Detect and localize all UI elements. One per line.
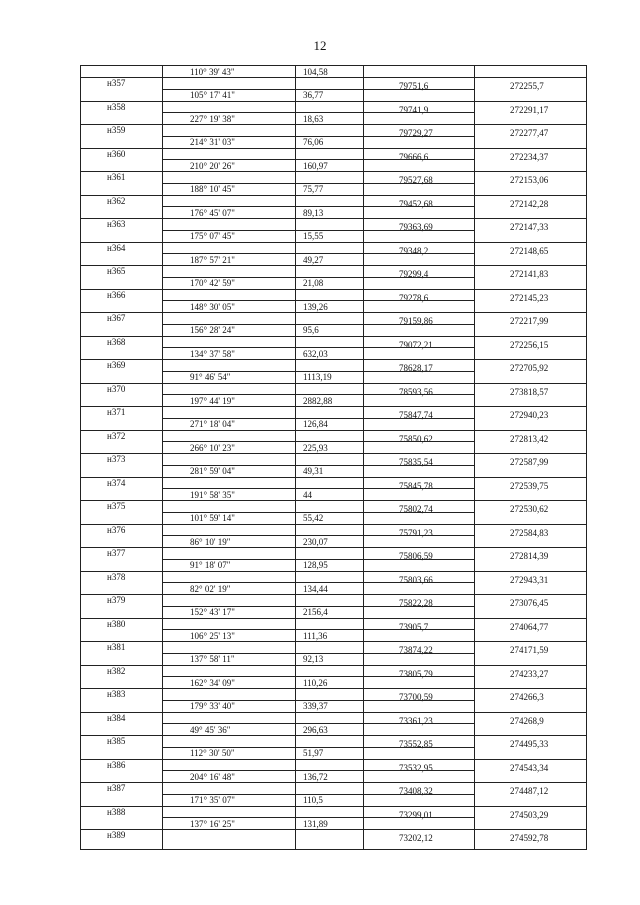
- segment-divider: [162, 817, 474, 818]
- point-name: н388: [107, 806, 126, 817]
- coordinate-x: 73552,85: [399, 739, 433, 749]
- segment-angle: 152° 43' 17": [190, 607, 235, 617]
- coordinate-x: 79348,2: [399, 245, 429, 256]
- row-divider: [80, 618, 587, 619]
- segment-angle: 162° 34' 09": [190, 677, 235, 688]
- coordinate-y: 274503,29: [510, 809, 549, 820]
- coordinate-y: 272813,42: [510, 433, 549, 444]
- point-name: н360: [107, 148, 126, 159]
- point-name: н373: [107, 454, 126, 464]
- row-divider: [80, 265, 587, 266]
- coordinate-y: 272940,23: [510, 410, 549, 420]
- row-divider: [80, 359, 587, 360]
- row-divider: [80, 148, 587, 149]
- coordinate-y: 272255,7: [510, 81, 544, 91]
- row-divider: [80, 312, 587, 313]
- point-name: н363: [107, 219, 126, 229]
- segment-length: 134,44: [303, 583, 328, 594]
- segment-length: 75,77: [303, 184, 324, 194]
- segment-length: 339,37: [303, 701, 328, 711]
- coordinate-x: 79159,86: [399, 316, 433, 326]
- point-name: н358: [107, 101, 126, 112]
- point-name: н359: [107, 125, 126, 135]
- segment-angle: 91° 18' 07": [190, 560, 231, 570]
- coordinate-x: 79741,9: [399, 104, 429, 115]
- coordinate-y: 272256,15: [510, 339, 549, 350]
- segment-divider: [162, 300, 474, 301]
- coordinate-y: 272291,17: [510, 104, 549, 115]
- point-name: н362: [107, 195, 126, 206]
- row-divider: [80, 782, 587, 783]
- point-name: н371: [107, 407, 126, 417]
- row-divider: [80, 759, 587, 760]
- segment-divider: [162, 629, 474, 630]
- table-border-bottom: [80, 849, 587, 850]
- coordinate-y: 274171,59: [510, 645, 549, 655]
- point-name: н375: [107, 501, 126, 511]
- row-divider: [80, 829, 587, 830]
- row-divider: [80, 218, 587, 219]
- segment-angle: 175° 07' 45": [190, 231, 235, 241]
- coordinate-x: 73202,12: [399, 833, 433, 843]
- segment-length: 55,42: [303, 513, 324, 523]
- segment-divider: [162, 582, 474, 583]
- row-divider: [80, 383, 587, 384]
- row-divider: [80, 665, 587, 666]
- row-divider: [80, 195, 587, 196]
- coordinate-x: 73874,22: [399, 645, 433, 655]
- row-divider: [80, 171, 587, 172]
- point-name: н372: [107, 430, 126, 441]
- segment-angle: 91° 46' 54": [190, 372, 231, 382]
- segment-angle: 101° 59' 14": [190, 513, 235, 523]
- coordinate-y: 273076,45: [510, 598, 549, 608]
- segment-angle: 281° 59' 04": [190, 466, 235, 476]
- segment-angle: 271° 18' 04": [190, 419, 235, 429]
- row-divider: [80, 124, 587, 125]
- segment-length: 95,6: [303, 325, 319, 335]
- coordinate-y: 272584,83: [510, 527, 549, 538]
- row-divider: [80, 500, 587, 501]
- point-name: н380: [107, 618, 126, 629]
- segment-length: 110,5: [303, 795, 323, 805]
- table-border-right: [586, 65, 587, 849]
- segment-length: 51,97: [303, 748, 324, 758]
- segment-length: 15,55: [303, 231, 324, 241]
- coordinate-y: 272587,99: [510, 457, 549, 467]
- segment-length: 18,63: [303, 113, 324, 124]
- coordinate-y: 272530,62: [510, 504, 549, 514]
- segment-angle: 197° 44' 19": [190, 395, 235, 406]
- segment-length: 160,97: [303, 160, 328, 171]
- segment-length: 36,77: [303, 90, 324, 100]
- coordinate-x: 73299,01: [399, 809, 433, 820]
- segment-length: 2156,4: [303, 607, 328, 617]
- point-name: н368: [107, 336, 126, 347]
- coordinate-x: 73532,95: [399, 762, 433, 773]
- coordinate-x: 73805,79: [399, 668, 433, 679]
- segment-divider: [162, 676, 474, 677]
- segment-angle: 137° 58' 11": [190, 654, 235, 664]
- segment-divider: [162, 253, 474, 254]
- segment-length: 92,13: [303, 654, 324, 664]
- coordinate-x: 75835,54: [399, 457, 433, 467]
- row-divider: [80, 77, 587, 78]
- coordinate-y: 274266,3: [510, 692, 544, 702]
- coordinate-y: 272234,37: [510, 151, 549, 162]
- segment-angle: 210° 20' 26": [190, 160, 235, 171]
- coordinate-x: 75845,78: [399, 480, 433, 491]
- segment-length: 2882,88: [303, 395, 333, 406]
- segment-length: 49,31: [303, 466, 324, 476]
- segment-divider: [162, 394, 474, 395]
- point-name: н382: [107, 665, 126, 676]
- segment-length: 128,95: [303, 560, 328, 570]
- coordinate-x: 79751,6: [399, 81, 429, 91]
- segment-divider: [162, 206, 474, 207]
- row-divider: [80, 571, 587, 572]
- segment-length: 230,07: [303, 536, 328, 547]
- coordinate-y: 272539,75: [510, 480, 549, 491]
- row-divider: [80, 641, 587, 642]
- coordinate-y: 273818,57: [510, 386, 549, 397]
- row-divider: [80, 547, 587, 548]
- point-name: н377: [107, 548, 126, 558]
- coordinate-y: 274592,78: [510, 833, 549, 843]
- coordinate-x: 79072,21: [399, 339, 433, 350]
- coordinate-x: 78628,17: [399, 363, 433, 373]
- point-name: н387: [107, 783, 126, 793]
- coordinate-x: 79729,27: [399, 128, 433, 138]
- row-divider: [80, 289, 587, 290]
- coordinate-y: 274495,33: [510, 739, 549, 749]
- coordinate-x: 78593,56: [399, 386, 433, 397]
- segment-length: 1113,19: [303, 372, 332, 382]
- segment-length: 136,72: [303, 771, 328, 782]
- point-name: н365: [107, 266, 126, 276]
- segment-angle: 137° 16' 25": [190, 818, 235, 829]
- row-divider: [80, 524, 587, 525]
- point-name: н384: [107, 712, 126, 723]
- segment-angle: 266° 10' 23": [190, 442, 235, 453]
- segment-angle: 49° 45' 36": [190, 724, 231, 735]
- segment-length: 44: [303, 489, 312, 500]
- point-name: н383: [107, 689, 126, 699]
- row-divider: [80, 406, 587, 407]
- coordinate-x: 73361,23: [399, 715, 433, 726]
- point-name: н386: [107, 759, 126, 770]
- row-divider: [80, 735, 587, 736]
- segment-angle: 170° 42' 59": [190, 278, 235, 288]
- coordinate-x: 75806,59: [399, 551, 433, 561]
- coordinate-y: 272145,23: [510, 292, 549, 303]
- coordinate-y: 272153,06: [510, 175, 549, 185]
- segment-length: 89,13: [303, 207, 324, 218]
- coordinate-x: 73700,59: [399, 692, 433, 702]
- coordinate-y: 274233,27: [510, 668, 549, 679]
- coordinate-y: 272277,47: [510, 128, 549, 138]
- segment-length: 76,06: [303, 137, 324, 147]
- table-border-left: [80, 65, 81, 849]
- coordinate-x: 75791,23: [399, 527, 433, 538]
- coordinate-y: 272217,99: [510, 316, 549, 326]
- point-name: н367: [107, 313, 126, 323]
- point-name: н385: [107, 736, 126, 746]
- coordinate-y: 272148,65: [510, 245, 549, 256]
- page-number: 12: [313, 38, 327, 53]
- segment-angle: 110° 39' 43": [190, 67, 235, 77]
- segment-angle: 179° 33' 40": [190, 701, 235, 711]
- segment-angle: 148° 30' 05": [190, 301, 235, 312]
- coordinate-x: 73905,7: [399, 621, 429, 632]
- segment-length: 632,03: [303, 348, 328, 359]
- point-name: н369: [107, 360, 126, 370]
- point-name: н376: [107, 524, 126, 535]
- point-name: н374: [107, 477, 126, 488]
- row-divider: [80, 453, 587, 454]
- coordinate-y: 274543,34: [510, 762, 549, 773]
- row-divider: [80, 594, 587, 595]
- coordinates-table: [80, 65, 587, 849]
- coordinate-x: 75822,28: [399, 598, 433, 608]
- segment-length: 21,08: [303, 278, 324, 288]
- segment-angle: 86° 10' 19": [190, 536, 231, 547]
- segment-divider: [162, 488, 474, 489]
- row-divider: [80, 806, 587, 807]
- segment-length: 126,84: [303, 419, 328, 429]
- point-name: н370: [107, 383, 126, 394]
- coordinate-x: 79666,6: [399, 151, 429, 162]
- segment-angle: 204° 16' 48": [190, 771, 235, 782]
- point-name: н379: [107, 595, 126, 605]
- segment-angle: 156° 28' 24": [190, 325, 235, 335]
- segment-angle: 134° 37' 58": [190, 348, 235, 359]
- segment-angle: 82° 02' 19": [190, 583, 231, 594]
- coordinate-x: 75847,74: [399, 410, 433, 420]
- coordinate-y: 274064,77: [510, 621, 549, 632]
- row-divider: [80, 336, 587, 337]
- coordinate-x: 75803,66: [399, 574, 433, 585]
- segment-angle: 176° 45' 07": [190, 207, 235, 218]
- segment-length: 49,27: [303, 254, 324, 265]
- point-name: н389: [107, 830, 126, 840]
- segment-length: 111,36: [303, 630, 328, 641]
- segment-length: 131,89: [303, 818, 328, 829]
- segment-angle: 112° 30' 50": [190, 748, 235, 758]
- row-divider: [80, 477, 587, 478]
- segment-length: 225,93: [303, 442, 328, 453]
- coordinate-y: 272943,31: [510, 574, 549, 585]
- table-column-divider: [474, 65, 475, 849]
- coordinate-y: 272814,39: [510, 551, 549, 561]
- segment-angle: 227° 19' 38": [190, 113, 235, 124]
- coordinate-y: 272147,33: [510, 222, 549, 232]
- segment-angle: 191° 58' 35": [190, 489, 235, 500]
- segment-divider: [162, 441, 474, 442]
- coordinate-x: 73408,32: [399, 786, 433, 796]
- segment-divider: [162, 535, 474, 536]
- segment-length: 110,26: [303, 677, 328, 688]
- segment-angle: 188° 10' 45": [190, 184, 235, 194]
- row-divider: [80, 242, 587, 243]
- segment-angle: 105° 17' 41": [190, 90, 235, 100]
- point-name: н366: [107, 289, 126, 300]
- coordinate-x: 75802,74: [399, 504, 433, 514]
- coordinate-y: 272705,92: [510, 363, 549, 373]
- segment-angle: 214° 31' 03": [190, 137, 235, 147]
- table-border-top: [80, 65, 587, 66]
- segment-divider: [162, 770, 474, 771]
- coordinate-x: 79299,4: [399, 269, 429, 279]
- coordinate-x: 79363,69: [399, 222, 433, 232]
- segment-divider: [162, 723, 474, 724]
- coordinate-y: 272141,83: [510, 269, 549, 279]
- coordinate-x: 79278,6: [399, 292, 429, 303]
- point-name: н357: [107, 78, 126, 88]
- row-divider: [80, 430, 587, 431]
- row-divider: [80, 688, 587, 689]
- segment-angle: 106° 25' 13": [190, 630, 235, 641]
- point-name: н364: [107, 242, 126, 253]
- segment-length: 104,58: [303, 67, 328, 77]
- coordinate-y: 274487,12: [510, 786, 549, 796]
- point-name: н378: [107, 571, 126, 582]
- coordinate-x: 79452,68: [399, 198, 433, 209]
- segment-divider: [162, 347, 474, 348]
- coordinate-x: 75850,62: [399, 433, 433, 444]
- segment-length: 296,63: [303, 724, 328, 735]
- segment-length: 139,26: [303, 301, 328, 312]
- segment-angle: 187° 57' 21": [190, 254, 235, 265]
- point-name: н381: [107, 642, 126, 652]
- coordinate-x: 79527,68: [399, 175, 433, 185]
- point-name: н361: [107, 172, 126, 182]
- coordinate-y: 272142,28: [510, 198, 549, 209]
- row-divider: [80, 712, 587, 713]
- coordinate-y: 274268,9: [510, 715, 544, 726]
- segment-divider: [162, 112, 474, 113]
- segment-angle: 171° 35' 07": [190, 795, 235, 805]
- row-divider: [80, 101, 587, 102]
- segment-divider: [162, 159, 474, 160]
